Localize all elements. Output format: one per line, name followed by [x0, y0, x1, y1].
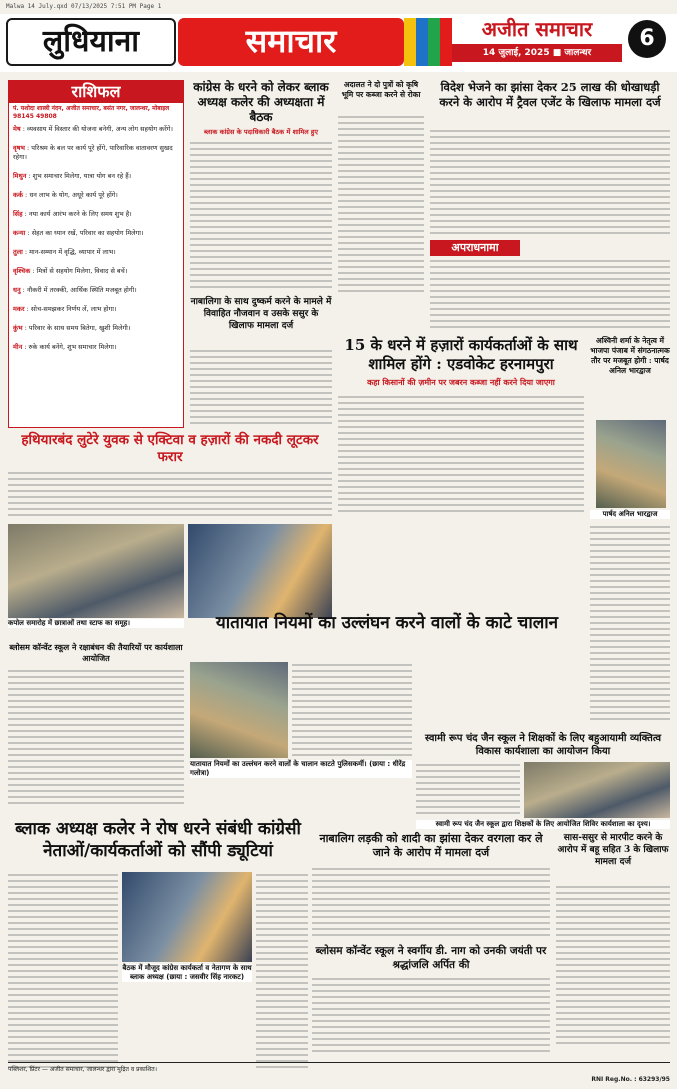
aparadhnama-label: अपराधनामा	[430, 240, 520, 256]
body-armed-robbery	[8, 470, 332, 520]
headline-nabalig-case: नाबालिगा के साथ दुष्कर्म करने के मामले में विवाहित नौजवान व उसके ससुर के खिलाफ मामला दर्ज	[190, 297, 332, 331]
headline-travel-agent-fraud: विदेश भेजने का झांसा देकर 25 लाख की धोखाधड़ी करने के आरोप में ट्रैवल एजेंट के खिलाफ मामला दर्ज	[439, 80, 661, 109]
rashi-row: वृश्चिक : मित्रों से सहयोग मिलेगा, विवाद से बचें।	[13, 267, 128, 275]
headline-dharna-15: 15 के धरने में हज़ारों कार्यकर्ताओं के साथ शामिल होंगे : एडवोकेट हरनामपुरा	[344, 336, 578, 373]
headline-armed-robbery: हथियारबंद लुटेरे युवक से एक्टिवा व हज़ारों की नकदी लूटकर फरार	[21, 432, 319, 465]
caption-congress-workers: बैठक में मौजूद कांग्रेस कार्यकर्ता व नेतागण के साथ ब्लाक अध्यक्ष (छाया : जसवीर सिंह नारकट)	[122, 964, 252, 981]
headline-court-order: अदालत ने दो पुत्रों को कृषि भूमि पर कब्जा करने से रोका	[341, 80, 421, 99]
body-traffic	[292, 662, 412, 758]
body-saas-sasur	[556, 884, 670, 1044]
headline-block-adhyaksh: ब्लाक अध्यक्ष कलेर ने रोष धरने संबंधी कांग्रेसी नेताओं/कार्यकर्ताओं को सौंपी ड्यूटियां	[15, 819, 301, 861]
body-aparadhnama	[430, 258, 670, 328]
rashi-row: धनु : नौकरी में तरक्की, आर्थिक स्थिति मजबूत होगी।	[13, 286, 137, 294]
caption-traffic: यातायात नियमों का उल्लंघन करने वालों के चालान काटते पुलिसकर्मी। (छाया : धीरेंद्र गलोत्रा)	[190, 760, 412, 778]
paper-name: अजीत समाचार	[481, 17, 593, 41]
rashifal-box	[8, 80, 184, 428]
photo-school-workshop	[524, 762, 670, 818]
rashifal-intro: पं. यशोदा शास्त्री नंदन, अजीत समाचार, बसंत नगर, जालन्धर, मोबाइल 98145 49808	[13, 105, 170, 120]
rashi-row: तुला : मान-सम्मान में वृद्धि, व्यापार में लाभ।	[13, 248, 116, 256]
subhead-dharna-15: कहा किसानों की ज़मीन पर जबरन कब्जा नहीं करने दिया जाएगा	[367, 378, 555, 387]
caption-school-event: कपोल समारोह में छात्राओं तथा स्टाफ का समूह।	[8, 619, 184, 628]
body-travel-agent	[430, 128, 670, 238]
footer-imprint: पब्लिशर, प्रिंटर — अजीत समाचार, जालन्धर द्वारा मुद्रित व प्रकाशित।	[8, 1066, 157, 1073]
body-blossom-school	[312, 976, 550, 1056]
body-congress-meeting	[190, 140, 332, 292]
headline-bjp-bhardwaj: अश्विनी शर्मा के नेतृत्व में भाजपा पंजाब में संगठनात्मक तौर पर मजबूत होगी : पार्षद अनिल भारद्वाज	[590, 336, 670, 375]
section-banner	[178, 18, 404, 66]
headline-traffic: यातायात नियमों का उल्लंघन करने वालों के काटे चालान	[215, 613, 559, 633]
print-slug: Malwa 14 July.qxd 07/13/2025 7:51 PM Page 1	[6, 3, 162, 10]
photo-traffic	[190, 662, 288, 758]
body-block-adhyaksh	[8, 872, 118, 1072]
section-title: समाचार	[245, 22, 337, 60]
body-nabalig-shadi	[312, 866, 550, 940]
photo-school-event	[8, 524, 184, 618]
headline-blossom-school: ब्लोसम कॉन्वेंट स्कूल ने स्वर्गीय डी. नाग को उनकी जयंती पर श्रद्धांजलि अर्पित की	[315, 945, 547, 971]
rashifal-list	[9, 123, 183, 354]
masthead	[0, 14, 677, 72]
rashi-row: सिंह : नया कार्य आरंभ करने के लिए समय शुभ है।	[13, 210, 132, 218]
body-bjp	[590, 524, 670, 724]
body-court-order	[338, 114, 424, 292]
rashi-row: मेष : व्यवसाय में विस्तार की योजना बनेगी, अन्य लोग सहयोग करेंगे।	[13, 125, 173, 133]
caption-school-workshop: स्वामी रूप चंद जैन स्कूल द्वारा शिक्षकों के लिए आयोजित शिविर कार्यशाला का दृश्य।	[416, 820, 670, 829]
body-block-adhyaksh-2	[256, 872, 308, 1072]
body-dharna-15	[338, 394, 584, 514]
body-mission-school	[8, 668, 184, 804]
rashifal-title: राशिफल	[9, 81, 183, 103]
subhead-congress-meeting: ब्लाक कांग्रेस के पदाधिकारी बैठक में शामिल हुए	[204, 128, 318, 136]
photo-councillor	[596, 420, 666, 508]
rashi-row: कन्या : सेहत का ध्यान रखें, परिवार का सहयोग मिलेगा।	[13, 229, 144, 237]
body-nabalig-case	[190, 348, 332, 426]
caption-councillor: पार्षद अनिल भारद्वाज	[590, 510, 670, 519]
photo-group-right	[188, 524, 332, 618]
rashi-row: वृषभ : परिश्रम के बल पर कार्य पूरे होंगे, पारिवारिक वातावरण सुखद रहेगा।	[13, 144, 173, 161]
headline-nabalig-shadi: नाबालिग लड़की को शादी का झांसा देकर वरगला कर ले जाने के आरोप में मामला दर्ज	[319, 832, 543, 859]
city-title: लुधियाना	[42, 24, 140, 59]
body-school-workshop	[416, 762, 520, 818]
headline-congress-meeting: कांग्रेस के धरने को लेकर ब्लाक अध्यक्ष कलेर की अध्यक्षता में बैठक	[193, 80, 329, 124]
headline-saas-sasur: सास-ससुर से मारपीट करने के आरोप में बहू सहित 3 के खिलाफ मामला दर्ज	[557, 833, 669, 867]
issue-date: 14 जुलाई, 2025 ■ जालन्धर	[452, 44, 622, 62]
footer-rule	[8, 1062, 670, 1063]
rashi-row: कर्क : धन लाभ के योग, अधूरे कार्य पूरे होंगे।	[13, 191, 118, 199]
rashi-row: मकर : सोच-समझकर निर्णय लें, लाभ होगा।	[13, 305, 117, 313]
color-stripes	[404, 18, 452, 66]
city-banner	[6, 18, 176, 66]
headline-mission-school: ब्लोसम कॉन्वेंट स्कूल ने रक्षाबंधन की तैयारियों पर कार्यशाला आयोजित	[9, 642, 183, 663]
photo-congress-workers	[122, 872, 252, 962]
footer-registration: RNI Reg.No. : 63293/95	[591, 1076, 670, 1083]
page-number: 6	[628, 20, 666, 58]
rashi-row: मिथुन : शुभ समाचार मिलेगा, यात्रा योग बन रहे हैं।	[13, 172, 132, 180]
paper-brand	[452, 14, 677, 72]
headline-workshop-display: स्वामी रूप चंद जैन स्कूल ने शिक्षकों के लिए बहुआयामी व्यक्तित्व विकास कार्यशाला का आयोजन किया	[424, 733, 662, 757]
rashi-row: मीन : रुके कार्य बनेंगे, शुभ समाचार मिलेगा।	[13, 343, 117, 351]
rashi-row: कुंभ : परिवार के साथ समय बितेगा, खुशी मिलेगी।	[13, 324, 131, 332]
